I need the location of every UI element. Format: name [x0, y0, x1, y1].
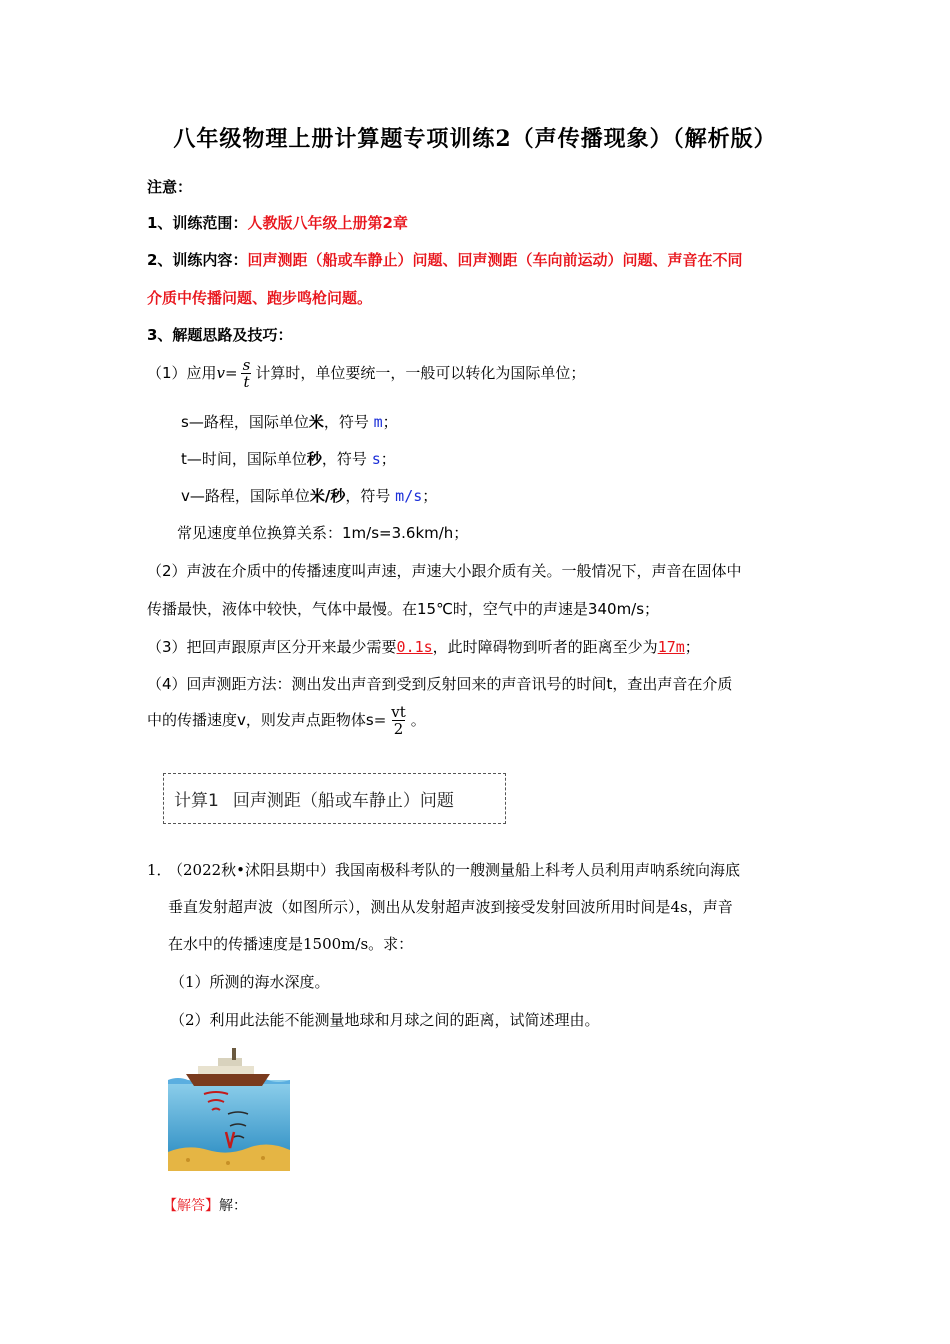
tip-1-v: v — [216, 364, 226, 382]
question-1-line-2: 垂直发射超声波（如图所示），测出从发射超声波到接受发射回波所用时间是4s，声音 — [168, 898, 733, 916]
answer-tag: 【解答】 — [163, 1198, 219, 1214]
time-symbol-label: ，符号 — [321, 450, 367, 468]
speed-unit: 米/秒 — [309, 487, 346, 505]
min-echo-distance: 17m — [657, 638, 685, 656]
speed-end: ； — [422, 487, 438, 505]
question-1-sub-1: （1）所测的海水深度。 — [170, 973, 330, 991]
tip-1-suffix: 计算时，单位要统一，一般可以转化为国际单位； — [255, 364, 586, 382]
speed-label: v—路程，国际单位 — [181, 487, 310, 505]
tip-4-prefix: 中的传播速度v，则发声点距物体s — [147, 711, 374, 729]
tip-3-mid: ，此时障碍物到听者的距离至少为 — [432, 638, 658, 656]
tip-4-line-2 — [147, 704, 426, 737]
echo-distance-fraction — [389, 704, 408, 737]
min-echo-time: 0.1s — [396, 638, 433, 656]
fraction-denominator: 2 — [393, 720, 404, 738]
tip-3-prefix: （3）把回声跟原声区分开来最少需要 — [147, 638, 397, 656]
notice-item-3: 3、解题思路及技巧： — [147, 326, 293, 344]
tip-unit-conversion: 常见速度单位换算关系：1m/s=3.6km/h； — [177, 524, 469, 542]
section-label: 计算1 — [174, 791, 219, 811]
distance-label: s—路程，国际单位 — [181, 413, 309, 431]
notice-heading: 注意： — [147, 178, 193, 196]
distance-symbol-label: ，符号 — [323, 413, 369, 431]
question-1-number: 1． — [147, 861, 172, 879]
speed-symbol-label: ，符号 — [345, 487, 391, 505]
time-symbol: s — [371, 450, 381, 468]
distance-end: ； — [382, 413, 398, 431]
tip-3-end: ； — [684, 638, 700, 656]
tip-1 — [147, 357, 585, 390]
tip-4-eq: = — [373, 711, 387, 729]
fraction-denominator: t — [243, 373, 250, 391]
answer-text: 解： — [219, 1198, 247, 1214]
notice-item-2 — [147, 249, 742, 270]
tip-3 — [147, 636, 700, 657]
tip-2-line-2: 传播最快，液体中较快，气体中最慢。在15℃时，空气中的声速是340m/s； — [147, 600, 660, 618]
question-1-line-1: （2022秋•沭阳县期中）我国南极科考队的一艘测量船上科考人员利用声呐系统向海底 — [168, 861, 741, 879]
section-heading-box — [163, 773, 506, 824]
section-title: 回声测距（船或车静止）问题 — [232, 791, 454, 811]
tip-time-unit — [181, 448, 396, 469]
time-label: t—时间，国际单位 — [181, 450, 307, 468]
fraction-numerator: vt — [391, 703, 406, 721]
time-unit: 秒 — [306, 450, 322, 468]
distance-unit: 米 — [308, 413, 324, 431]
tip-2-line-1: （2）声波在介质中的传播速度叫声速，声速大小跟介质有关。一般情况下，声音在固体中 — [147, 562, 742, 580]
distance-symbol: m — [373, 413, 383, 431]
tip-distance-unit — [181, 411, 398, 432]
question-1-sub-2: （2）利用此法能不能测量地球和月球之间的距离，试简述理由。 — [170, 1011, 600, 1029]
answer-line — [163, 1195, 247, 1215]
tip-1-prefix: （1）应用 — [147, 364, 217, 382]
question-1-line-3: 在水中的传播速度是1500m/s。求： — [168, 935, 414, 953]
notice-item-2-label: 2、训练内容： — [147, 251, 248, 269]
document-title: 八年级物理上册计算题专项训练2（声传播现象）（解析版） — [173, 126, 777, 152]
tip-4-line-1: （4）回声测距方法：测出发出声音到受到反射回来的声音讯号的时间t，查出声音在介质 — [147, 675, 733, 693]
fraction-numerator: s — [242, 356, 251, 374]
tip-speed-unit — [181, 485, 437, 506]
notice-item-1 — [147, 212, 408, 233]
notice-item-2-value: 回声测距（船或车静止）问题、回声测距（车向前运动）问题、声音在不同 — [247, 251, 743, 269]
time-end: ； — [380, 450, 396, 468]
sonar-ship-figure — [168, 1044, 290, 1171]
notice-item-1-value: 人教版八年级上册第2章 — [247, 214, 408, 232]
notice-item-2-value-cont: 介质中传播问题、跑步鸣枪问题。 — [147, 289, 373, 307]
speed-symbol: m/s — [395, 487, 423, 505]
notice-item-1-label: 1、训练范围： — [147, 214, 248, 232]
tip-4-end: 。 — [410, 711, 426, 729]
tip-1-eq: = — [225, 364, 238, 382]
speed-formula-fraction — [241, 357, 253, 390]
